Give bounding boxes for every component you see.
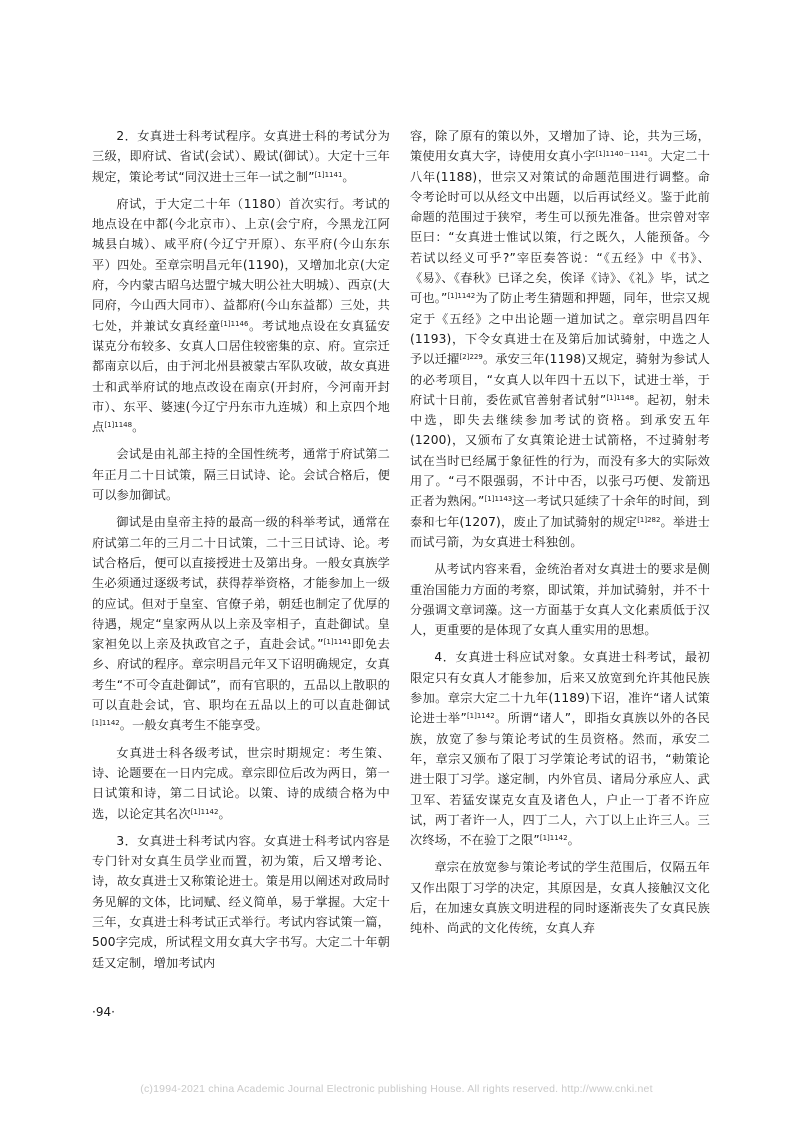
paragraph-text: 3．女真进士科考试内容。女真进士科考试内容是专门针对女真生员学业而置，初为策，后又增考论、诗，故女真进士又称策论进士。策是用以阐述对政局时务见解的文体，比词赋、经义简单，易于掌握。大定十三年，女真进士科考试正式举行。考试内容试策一篇，500字完成，所试程文用女真大字书写。大定二十年朝廷又定制，增加考试内 <box>92 833 390 970</box>
citation-reference: [1]1146 <box>220 319 249 328</box>
paragraph-text: 章宗在放宽参与策论考试的学生范围后，仅隔五年又作出限丁习学的决定，其原因是，女真人接触汉文化后，在加速女真族文明进程的同时逐渐丧失了女真民族纯朴、尚武的文化传统，女真人弃 <box>410 860 710 936</box>
paragraph-text: 。 <box>132 420 145 435</box>
paragraph-text: 。举进士而试弓箭，为女真进士科独创。 <box>410 514 710 549</box>
paragraph-text: 。 <box>342 169 355 184</box>
citation-reference: [1]1148 <box>104 421 133 430</box>
paragraph-text: 从考试内容来看，金统治者对女真进士的要求是侧重治国能力方面的考察，即试策，并加试骑射，并不十分强调文章词藻。这一方面基于女真人文化素质低于汉人，更重要的是体现了女真人重实用的思想。 <box>410 562 710 638</box>
citation-reference: [1]1142 <box>92 719 120 728</box>
paragraph <box>92 831 390 973</box>
paragraph-text: 。大定二十八年(1188)，世宗又对策试的命题范围进行调整。命令考论时可以从经文中出题，以后再试经义。鉴于此前命题的范围过于狭窄，考生可以预先准备。世宗曾对宰臣曰：“女真进士惟试以策，行之既久，人能预备。今若试以经义可乎?”宰臣奏答说：“《五经》中《书》、《易》、《春秋》已译之矣，俟译《诗》、《礼》毕，试之可也。” <box>410 149 711 306</box>
citation-reference: [1]1143 <box>484 495 513 504</box>
paragraph <box>410 559 710 640</box>
copyright-footer: (c)1994-2021 china Academic Journal Electronic publishing House. All rights reserved. http://www.cnki.net <box>140 1083 653 1095</box>
citation-reference: [1]1140－1141 <box>595 150 649 159</box>
paragraph-text: 这一考试只延续了十余年的时间，到泰和七年(1207)，废止了加试骑射的规定 <box>410 494 711 529</box>
left-text-column <box>92 126 390 973</box>
paragraph <box>92 126 390 187</box>
citation-reference: [1]1141 <box>314 170 343 179</box>
citation-reference: [1]1142 <box>466 712 495 721</box>
paragraph-text: 。 <box>567 833 580 848</box>
paragraph-text: 。 <box>218 806 231 821</box>
citation-reference: [1]1141 <box>323 638 352 647</box>
paragraph-text: 即免去乡、府试的程序。章宗明昌元年又下诏明确规定，女真考生“不可令直赴御试”，而有官职的，五品以上散职的可以直赴会试，官、职均在五品以上的可以直赴御试 <box>92 637 390 713</box>
paragraph-text: 。起初，射未中选，即失去继续参加考试的资格。到承安五年(1200)，又颁布了女真策论进士试箭格，不过骑射考试在当时已经属于象征性的行为，而没有多大的实际效用了。“弓不限强弱，不计中否，以张弓巧便、发箭迅正者为熟闲。” <box>410 392 711 509</box>
paragraph-text: 。承安三年(1198)又规定，骑射为参试人的必考项目，“女真人以年四十五以下，试进士举，于府试十日前，委佐贰官善射者试射” <box>410 352 710 407</box>
paragraph <box>92 743 390 824</box>
paragraph <box>92 194 390 438</box>
citation-reference: [1]1148 <box>606 393 635 402</box>
paragraph <box>410 126 710 552</box>
citation-reference: [1]1142 <box>190 807 219 816</box>
paragraph-text: 。一般女真考生不能享受。 <box>119 718 268 733</box>
paragraph <box>410 647 710 850</box>
paragraph-text: 女真进士科各级考试，世宗时期规定：考生策、诗、论题要在一日内完成。章宗即位后改为两日，第一日试策和诗，第二日试论。以策、诗的成绩合格为中选，以论定其名次 <box>92 745 390 821</box>
paragraph-text: 。考试地点设在女真猛安谋克分布较多、女真人口居住较密集的京、府。宣宗迁都南京以后，由于河北州县被蒙古军队攻破，故女真进士和武举府试的地点改设在南京(开封府，今河南开封市）、东平、婆速(今辽宁丹东市九连城）和上京四个地点 <box>92 318 391 435</box>
page-number: ·94· <box>92 1005 115 1019</box>
right-text-column <box>410 126 710 939</box>
paragraph-text: 府试，于大定二十年（1180）首次实行。考试的地点设在中都(今北京市）、上京(会宁府，今黑龙江阿城县白城）、咸平府(今辽宁开原）、东平府(今山东东平）四处。至章宗明昌元年(1190)，又增加北京(大定府，今内蒙古昭乌达盟宁城大明公社大明城）、西京(大同府，今山西大同市）、益都府(今山东益都）三处，共七处，并兼试女真经童 <box>92 196 390 333</box>
paragraph-text: 御试是由皇帝主持的最高一级的科举考试，通常在府试第二年的三月二十日试策，二十三日试诗、论。考试合格后，便可以直接授进士及第出身。一般女真族学生必须通过逐级考试，获得荐举资格，才能参加上一级的应试。但对于皇室、官僚子弟，朝廷也制定了优厚的待遇，规定“皇家两从以上亲及宰相子，直赴御试。皇家袒免以上亲及执政官之子，直赴会试。” <box>92 515 390 652</box>
paragraph <box>92 512 390 735</box>
citation-reference: [2]229 <box>459 353 483 362</box>
citation-reference: [1]1142 <box>539 834 568 843</box>
paragraph-text: 会试是由礼部主持的全国性统考，通常于府试第二年正月二十日试策，隔三日试诗、论。会试合格后，便可以参加御试。 <box>92 447 390 503</box>
paragraph-text: 为了防止考生猜题和押题，同年，世宗又规定于《五经》之中出论题一道加试之。章宗明昌四年(1193)，下令女真进士在及第后加试骑射，中选之人予以迁擢 <box>410 291 710 367</box>
paragraph-text: 容，除了原有的策以外，又增加了诗、论，共为三场，策使用女真大字，诗使用女真小字 <box>410 129 710 164</box>
paragraph-text: 2．女真进士科考试程序。女真进士科的考试分为三级，即府试、省试(会试）、殿试(御试）。大定十三年规定，策论考试“同汉进士三年一试之制” <box>92 129 390 184</box>
paragraph-text: 4．女真进士科应试对象。女真进士科考试，最初限定只有女真人才能参加，后来又放宽到允许其他民族参加。章宗大定二十九年(1189)下诏，准许“诸人试策论进士举” <box>410 650 710 726</box>
paragraph-text: 。所谓“诸人”，即指女真族以外的各民族，放宽了参与策论考试的生员资格。然而，承安二年，章宗又颁布了限丁习学策论考试的诏书，“勅策论进士限丁习学。遂定制，内外官员、诸局分承应人、武卫军、若猛安谋克女直及诸色人，户止一丁者不许应试，两丁者许一人，四丁二人，六丁以上止许三人。三次终场，不在验丁之限” <box>410 711 710 848</box>
paragraph <box>410 857 710 938</box>
paragraph <box>92 444 390 505</box>
citation-reference: [1]282 <box>637 515 661 524</box>
citation-reference: [1]1142 <box>447 292 476 301</box>
